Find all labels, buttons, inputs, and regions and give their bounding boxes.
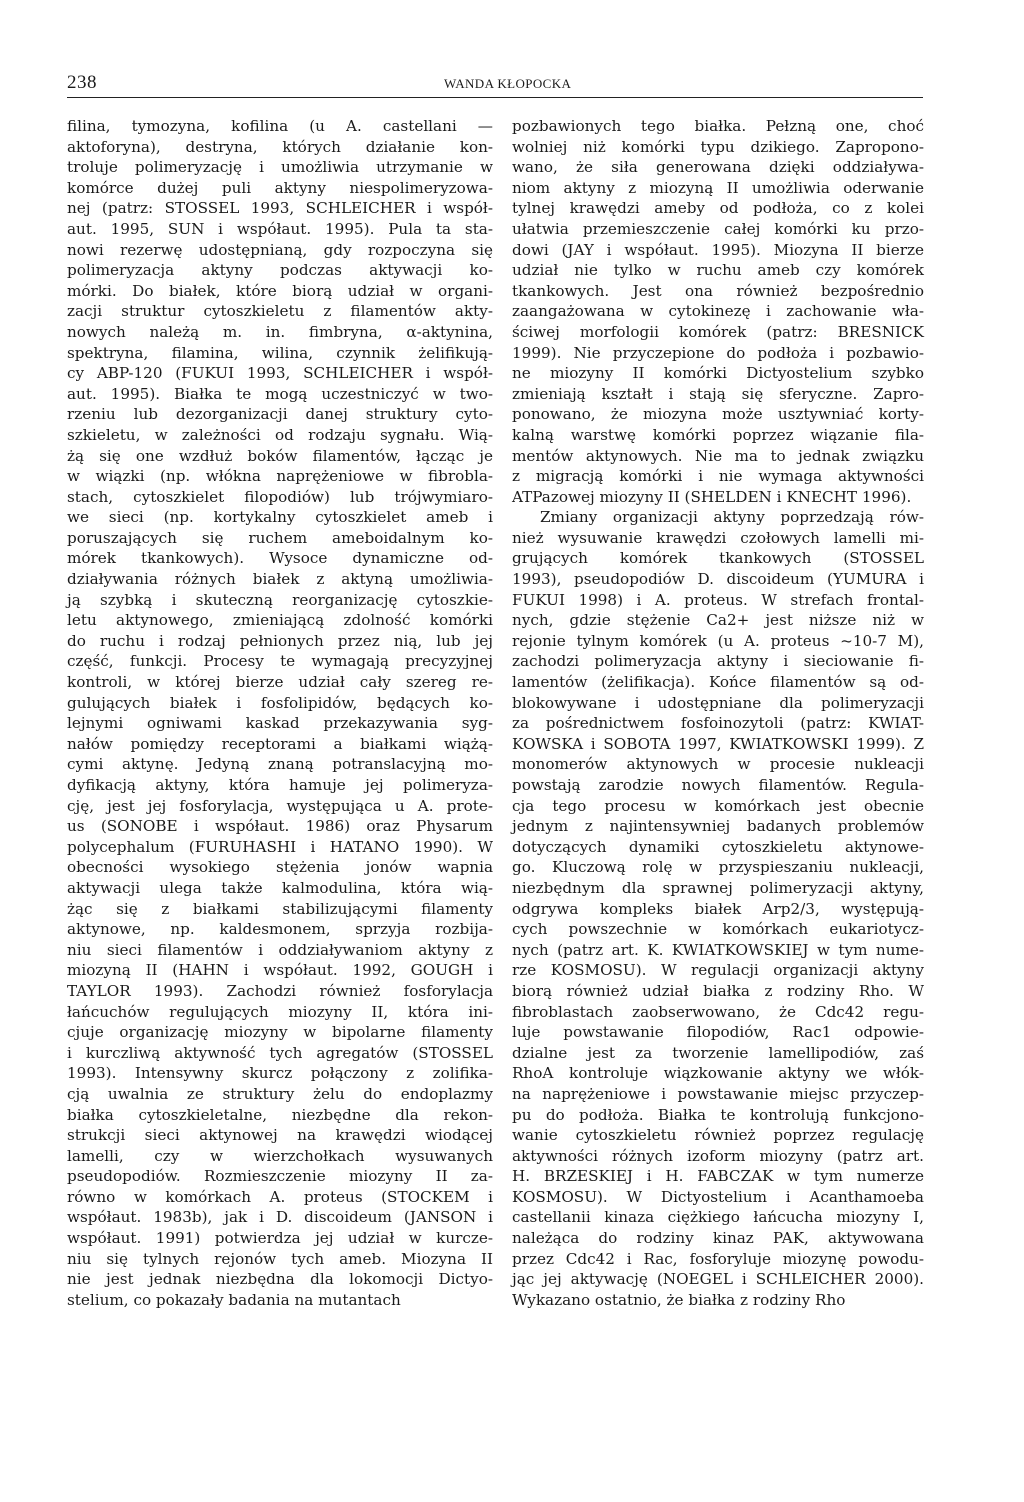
text-line: RhoA kontroluje wiązkowanie aktyny we włók-: [512, 1064, 924, 1083]
text-line: niezbędnym dla sprawnej polimeryzacji aktyny,: [512, 878, 924, 897]
text-line: lamentów (żelifikacja). Końce filamentów są od-: [512, 673, 924, 692]
text-line: nie jest jednak niezbędna dla lokomocji Dictyo-: [67, 1270, 493, 1289]
text-line: rzeniu lub dezorganizacji danej struktury cyto-: [67, 405, 493, 424]
text-line: H. BRZESKIEJ i H. FABCZAK w tym numerze: [512, 1167, 924, 1186]
text-line: współaut. 1991) potwierdza jej udział w kurcze-: [67, 1229, 493, 1248]
text-line: KOSMOSU). W Dictyostelium i Acanthamoeba: [512, 1187, 924, 1206]
text-line: troluje polimeryzację i umożliwia utrzymanie w: [67, 158, 493, 177]
text-line: komórce dużej puli aktyny niespolimeryzowa-: [67, 178, 493, 197]
text-line: ściwej morfologii komórek (patrz: BRESNICK: [512, 322, 924, 341]
text-line: cjuje organizację miozyny w bipolarne filamenty: [67, 1023, 493, 1042]
text-line: mórek tkankowych). Wysoce dynamiczne od-: [67, 549, 493, 568]
text-line: biorą również udział białka z rodziny Rho. W: [512, 981, 924, 1000]
text-line: zaangażowana w cytokinezę i zachowanie wła-: [512, 302, 924, 321]
text-line: i kurczliwą aktywność tych agregatów (STOSSEL: [67, 1043, 493, 1062]
text-line: działywania różnych białek z aktyną umożliwia-: [67, 570, 493, 589]
text-line: poruszających się ruchem ameboidalnym ko-: [67, 528, 493, 547]
text-line: fibroblastach zaobserwowano, że Cdc42 regu-: [512, 1002, 924, 1021]
page-number: 238: [67, 72, 97, 93]
text-line: aktoforyna), destryna, których działanie kon-: [67, 137, 493, 156]
text-line: dyfikacją aktyny, która hamuje jej polimeryza-: [67, 776, 493, 794]
text-line: us (SONOBE i współaut. 1986) oraz Physarum: [67, 817, 493, 836]
text-line: obecności wysokiego stężenia jonów wapnia: [67, 858, 493, 877]
right-text-column: [512, 116, 924, 1310]
text-line: lejnymi ogniwami kaskad przekazywania syg-: [67, 714, 493, 733]
text-line: monomerów aktynowych w procesie nukleacji: [512, 755, 924, 774]
text-line: filina, tymozyna, kofilina (u A. castellani —: [67, 117, 493, 135]
text-line: aktywności różnych izoform miozyny (patrz art.: [512, 1146, 924, 1165]
text-line: część, funkcji. Procesy te wymagają precyzyjnej: [67, 652, 493, 671]
text-line: jednym z najintensywniej badanych problemów: [512, 817, 924, 836]
text-line: w wiązki (np. włókna naprężeniowe w fibrobla-: [67, 467, 493, 486]
text-line: wanie cytoszkieletu również poprzez regulację: [512, 1126, 924, 1145]
text-line: nej (patrz: STOSSEL 1993, SCHLEICHER i współ-: [67, 199, 493, 218]
text-line: z migracją komórki i nie wymaga aktywności: [512, 467, 924, 486]
text-line: aktynowe, np. kaldesmonem, sprzyja rozbija-: [67, 920, 493, 939]
text-line: niu sieci filamentów i oddziaływaniom aktyny z: [67, 940, 493, 959]
text-line: rejonie tylnym komórek (u A. proteus ~10-7 M),: [512, 631, 924, 650]
text-line: mórki. Do białek, które biorą udział w organi-: [67, 281, 493, 300]
text-line: kontroli, w której bierze udział cały szereg re-: [67, 673, 493, 692]
text-line: cy ABP-120 (FUKUI 1993, SCHLEICHER i współ-: [67, 364, 493, 383]
text-line: zachodzi polimeryzacja aktyny i sieciowanie fi-: [512, 652, 924, 671]
text-line: udział nie tylko w ruchu ameb czy komórek: [512, 261, 924, 280]
text-line: żąc się z białkami stabilizującymi filamenty: [67, 899, 493, 918]
text-line: wano, że siła generowana dzięki oddziaływa-: [512, 158, 924, 177]
text-line: tylnej krawędzi ameby od podłoża, co z kolei: [512, 199, 924, 218]
text-line: luje powstawanie filopodiów, Rac1 odpowie-: [512, 1023, 924, 1042]
text-line: cymi aktynę. Jedyną znaną potranslacyjną mo-: [67, 755, 493, 774]
text-line: niom aktyny z miozyną II umożliwia oderwanie: [512, 178, 924, 197]
text-line: aut. 1995). Białka te mogą uczestniczyć w two-: [67, 384, 493, 403]
text-line: ATPazowej miozyny II (SHELDEN i KNECHT 1996).: [512, 487, 912, 506]
text-line: letu aktynowego, zmieniającą zdolność komórki: [67, 611, 493, 630]
text-line: 1999). Nie przyczepione do podłoża i pozbawio-: [512, 343, 924, 362]
text-line: szkieletu, w zależności od rodzaju sygnału. Wią-: [67, 425, 493, 444]
header-rule: [67, 97, 923, 98]
text-line: castellanii kinaza ciężkiego łańcucha miozyny I,: [512, 1208, 924, 1227]
text-line: FUKUI 1998) i A. proteus. W strefach frontal-: [512, 590, 924, 609]
text-line: polimeryzacja aktyny podczas aktywacji ko-: [67, 261, 493, 280]
running-head: WANDA KŁOPOCKA: [444, 76, 572, 91]
text-line: lamelli, czy w wierzchołkach wysuwanych: [67, 1146, 493, 1165]
text-line: dzialne jest za tworzenie lamellipodiów, zaś: [512, 1043, 924, 1062]
text-line: blokowywane i udostępniane dla polimeryzacji: [512, 693, 924, 712]
text-line: cja tego procesu w komórkach jest obecnie: [512, 796, 924, 815]
text-line: strukcji sieci aktynowej na krawędzi wiodącej: [67, 1126, 493, 1145]
text-line: do ruchu i rodzaj pełnionych przez nią, lub jej: [67, 631, 493, 650]
text-line: aut. 1995, SUN i współaut. 1995). Pula ta sta-: [67, 219, 493, 238]
text-line: pu do podłoża. Białka te kontrolują funkcjono-: [512, 1105, 924, 1124]
text-line: łańcuchów regulujących miozyny II, która ini-: [67, 1002, 493, 1021]
text-line: nych, gdzie stężenie Ca2+ jest niższe niż w: [512, 611, 924, 630]
text-line: nych (patrz art. K. KWIATKOWSKIEJ w tym nume-: [512, 940, 924, 959]
text-line: zacji struktur cytoszkieletu z filamentów akty-: [67, 302, 493, 321]
text-line: polycephalum (FURUHASHI i HATANO 1990). W: [67, 837, 493, 856]
text-line: cych powszechnie w komórkach eukariotycz-: [512, 920, 924, 939]
text-line: we sieci (np. kortykalny cytoszkielet ameb i: [67, 508, 493, 527]
text-line: współaut. 1983b), jak i D. discoideum (JANSON i: [67, 1208, 493, 1227]
text-line: na naprężeniowe i powstawanie miejsc przyczep-: [512, 1084, 924, 1103]
text-line: jąc jej aktywację (NOEGEL i SCHLEICHER 2000).: [512, 1270, 924, 1289]
text-line: powstają zarodzie nowych filamentów. Regula-: [512, 776, 924, 794]
text-line: miozyną II (HAHN i współaut. 1992, GOUGH i: [67, 961, 493, 980]
text-line: dotyczących dynamiki cytoszkieletu aktynowe-: [512, 837, 924, 856]
text-line: nowi rezerwę udostępnianą, gdy rozpoczyna się: [67, 240, 493, 259]
text-line: należąca do rodziny kinaz PAK, aktywowana: [512, 1229, 924, 1248]
text-line: ją szybką i skuteczną reorganizację cytoszkie-: [67, 590, 493, 609]
text-line: przez Cdc42 i Rac, fosforyluje miozynę powodu-: [512, 1249, 924, 1268]
text-line: KOWSKA i SOBOTA 1997, KWIATKOWSKI 1999). Z: [512, 734, 924, 753]
text-line: rze KOSMOSU). W regulacji organizacji aktyny: [512, 961, 924, 980]
text-line: grujących komórek tkankowych (STOSSEL: [512, 549, 924, 568]
text-line: nałów pomiędzy receptorami a białkami wiążą-: [67, 734, 493, 753]
text-line: stach, cytoszkielet filopodiów) lub trójwymiaro-: [67, 487, 493, 506]
text-line: 1993), pseudopodiów D. discoideum (YUMURA i: [512, 570, 924, 589]
text-line: Zmiany organizacji aktyny poprzedzają rów-: [540, 508, 924, 527]
text-line: pozbawionych tego białka. Pełzną one, choć: [512, 117, 924, 135]
text-line: żą się one wzdłuż boków filamentów, łącząc je: [67, 446, 493, 465]
text-line: zmieniają kształt i stają się sferyczne. Zapro-: [512, 384, 924, 403]
text-line: białka cytoszkieletalne, niezbędne dla rekon-: [67, 1105, 493, 1124]
text-line: niu się tylnych rejonów tych ameb. Miozyna II: [67, 1249, 493, 1268]
text-line: odgrywa kompleks białek Arp2/3, występują-: [512, 899, 924, 918]
left-text-column: [67, 116, 493, 1310]
text-line: aktywacji ulega także kalmodulina, która wią-: [67, 878, 493, 897]
text-line: za pośrednictwem fosfoinozytoli (patrz: KWIAT-: [512, 714, 924, 733]
text-line: tkankowych. Jest ona również bezpośrednio: [512, 281, 924, 300]
text-line: cją uwalnia ze struktury żelu do endoplazmy: [67, 1084, 493, 1103]
text-line: spektryna, filamina, wilina, czynnik żelifikują-: [67, 343, 493, 362]
text-line: stelium, co pokazały badania na mutantach: [67, 1290, 401, 1309]
text-line: pseudopodiów. Rozmieszczenie miozyny II za-: [67, 1167, 493, 1186]
text-line: mentów aktynowych. Nie ma to jednak związku: [512, 446, 924, 465]
text-line: kalną warstwę komórki poprzez wiązanie fila-: [512, 425, 924, 444]
text-line: nież wysuwanie krawędzi czołowych lamelli mi-: [512, 528, 924, 547]
text-line: dowi (JAY i współaut. 1995). Miozyna II bierze: [512, 240, 924, 259]
text-line: go. Kluczową rolę w przyspieszaniu nukleacji,: [512, 858, 924, 877]
page-header: [67, 72, 923, 98]
text-line: ne miozyny II komórki Dictyostelium szybko: [512, 364, 924, 383]
text-line: Wykazano ostatnio, że białka z rodziny Rho: [512, 1290, 846, 1309]
text-line: gulujących białek i fosfolipidów, będących ko-: [67, 693, 493, 712]
text-line: TAYLOR 1993). Zachodzi również fosforylacja: [67, 981, 493, 1000]
text-line: cję, jest jej fosforylacja, występująca u A. prote-: [67, 796, 493, 815]
text-line: równo w komórkach A. proteus (STOCKEM i: [67, 1187, 493, 1206]
text-line: nowych należą m. in. fimbryna, α-aktynina,: [67, 322, 493, 341]
text-line: ułatwia przemieszczenie całej komórki ku przo-: [512, 219, 924, 238]
text-line: wolniej niż komórki typu dzikiego. Zapropono-: [512, 137, 924, 156]
text-line: 1993). Intensywny skurcz połączony z zolifika-: [67, 1064, 493, 1083]
text-line: ponowano, że miozyna może usztywniać korty-: [512, 405, 924, 424]
